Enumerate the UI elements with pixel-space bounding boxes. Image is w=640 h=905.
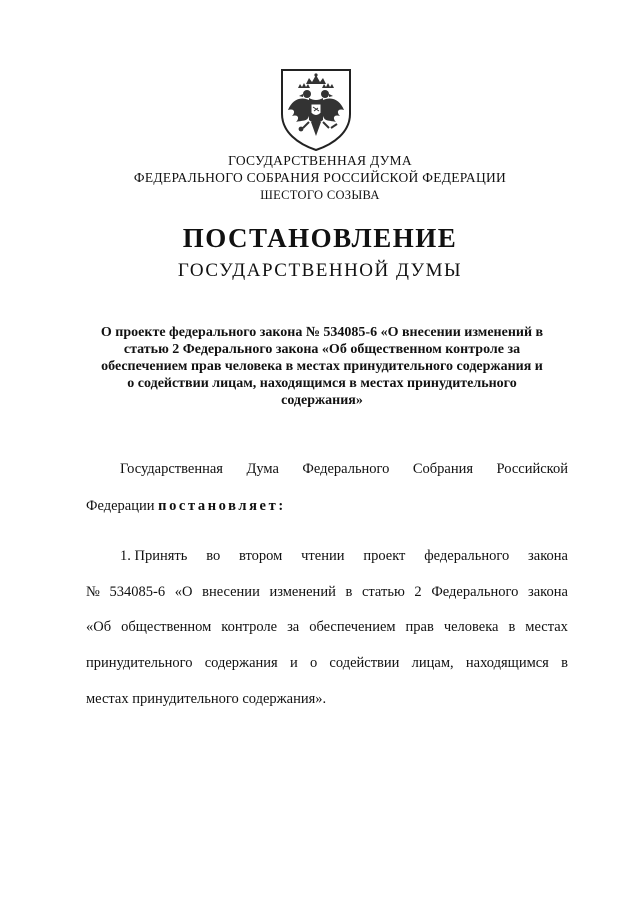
subject-line: статью 2 Федерального закона «Об общественном контроле за	[123, 342, 521, 357]
document-title: ПОСТАНОВЛЕНИЕ	[182, 223, 458, 253]
word: №	[86, 584, 100, 600]
document-subtitle: ГОСУДАРСТВЕННОЙ ДУМЫ	[177, 260, 463, 281]
resolves-word: постановляет:	[158, 498, 286, 514]
item-line	[86, 655, 568, 672]
word: закона	[527, 584, 568, 600]
word: Российской	[496, 461, 568, 477]
word: о	[309, 655, 318, 671]
word: Государственная	[120, 461, 223, 477]
word: содержания	[204, 655, 278, 671]
item-line: местах принудительного содержания».	[86, 691, 327, 707]
word: «О	[174, 584, 193, 600]
word: прав	[405, 619, 434, 635]
word: общественном	[121, 619, 212, 635]
word: за	[287, 619, 300, 635]
word: Федерального	[431, 584, 519, 600]
header-duma: ГОСУДАРСТВЕННАЯ ДУМА	[228, 153, 412, 168]
word: в	[345, 584, 353, 600]
word: в	[508, 619, 516, 635]
word: 534085-6	[109, 584, 166, 600]
intro-text: Федерации	[86, 498, 159, 514]
word: закона	[528, 548, 568, 564]
word: статью	[361, 584, 405, 600]
header-convocation: ШЕСТОГО СОЗЫВА	[260, 188, 380, 202]
word: проект	[363, 548, 406, 564]
word: человека	[443, 619, 499, 635]
word: лицам,	[411, 655, 454, 671]
word: обеспечением	[309, 619, 396, 635]
word: изменений	[269, 584, 336, 600]
word: федерального	[424, 548, 510, 564]
item-line	[120, 548, 568, 565]
subject-line: обеспечением прав человека в местах принудительного содержания и	[101, 359, 543, 374]
word: «Об	[86, 619, 112, 635]
word: Дума	[246, 461, 279, 477]
word: 1. Принять	[120, 548, 188, 564]
intro-line	[86, 498, 286, 515]
word: во	[206, 548, 221, 564]
item-line	[86, 619, 568, 636]
word: втором	[239, 548, 283, 564]
word: контроле	[221, 619, 278, 635]
word: чтении	[301, 548, 345, 564]
subject-line: о содействии лицам, находящимся в местах принудительного	[127, 376, 517, 391]
coat-of-arms-emblem	[276, 66, 356, 152]
resolution-subject	[82, 324, 562, 409]
subject-line: содержания»	[281, 393, 363, 408]
intro-line	[120, 461, 568, 478]
item-line	[86, 584, 568, 601]
word: в	[561, 655, 568, 671]
header-federal-assembly: ФЕДЕРАЛЬНОГО СОБРАНИЯ РОССИЙСКОЙ ФЕДЕРАЦИИ	[133, 170, 507, 185]
word: находящимся	[465, 655, 549, 671]
word: внесении	[202, 584, 260, 600]
word: Собрания	[412, 461, 474, 477]
word: местах	[525, 619, 568, 635]
word: Федерального	[302, 461, 390, 477]
word: 2	[414, 584, 422, 600]
word: принудительного	[86, 655, 193, 671]
word: и	[289, 655, 298, 671]
subject-line: О проекте федерального закона № 534085-6 «О внесении изменений в	[100, 325, 544, 340]
word: содействии	[329, 655, 400, 671]
